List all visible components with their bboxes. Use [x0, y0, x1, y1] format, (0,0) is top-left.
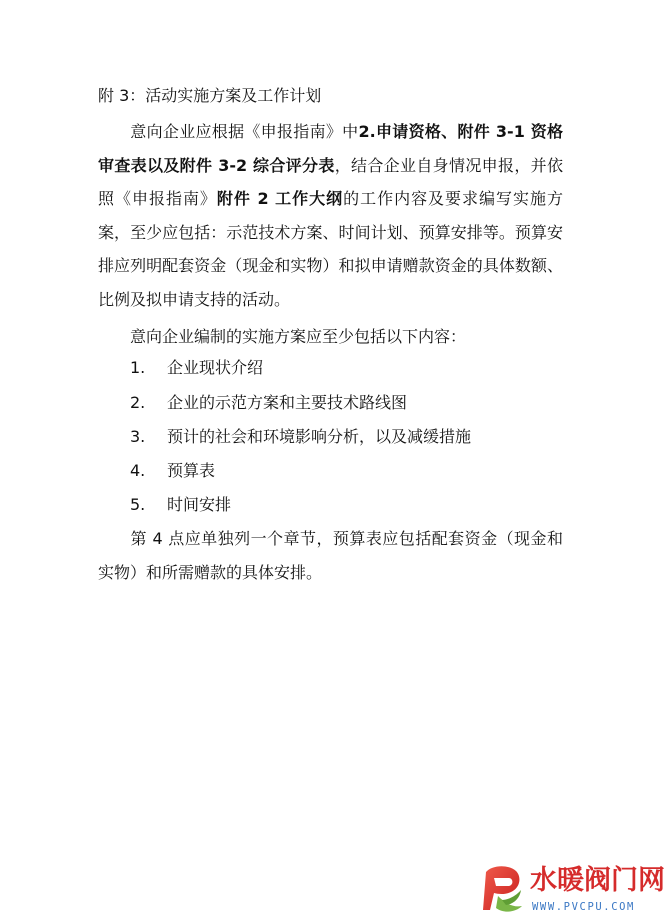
paragraph-text: ，结合企业自身情况申报，并依照《申报指南》	[98, 155, 563, 209]
list-number: 5.	[130, 495, 146, 514]
bold-text: 2.申请资格、附件 3-1 资格审查表以及附件 3-2 综合评分表	[98, 122, 563, 175]
paragraph-text: 意向企业编制的实施方案应至少包括以下内容：	[130, 327, 467, 346]
list-number: 1.	[130, 358, 146, 377]
attachment-heading: 附 3：活动实施方案及工作计划	[98, 86, 322, 105]
paragraph-contents-intro	[98, 320, 563, 354]
list-text: 企业的示范方案和主要技术路线图	[167, 393, 408, 412]
watermark-logo-icon	[478, 862, 524, 916]
site-watermark	[478, 862, 665, 920]
paragraph-budget-note	[98, 522, 563, 589]
list-item	[130, 493, 231, 517]
list-text: 企业现状介绍	[167, 358, 264, 377]
list-item	[130, 391, 407, 415]
watermark-url: WWW.PVCPU.COM	[532, 901, 635, 913]
list-text: 预计的社会和环境影响分析，以及减缓措施	[167, 427, 472, 446]
paragraph-text: 的工作内容及要求编写实施方案，至少应包括：示范技术方案、时间计划、预算安排等。预算安排应列明配套资金（现金和实物）和拟申请赠款资金的具体数额、比例及拟申请支持的活动。	[98, 189, 563, 309]
list-item	[130, 425, 471, 449]
paragraph-text: 意向企业应根据《申报指南》中	[130, 122, 359, 141]
list-number: 3.	[130, 427, 146, 446]
paragraph-text: 第 4 点应单独列一个章节，预算表应包括配套资金（现金和实物）和所需赠款的具体安排。	[98, 529, 563, 582]
list-number: 4.	[130, 461, 146, 480]
list-item	[130, 459, 215, 483]
list-item	[130, 356, 263, 380]
paragraph-requirements	[98, 115, 563, 317]
list-number: 2.	[130, 393, 146, 412]
list-text: 时间安排	[167, 495, 232, 514]
list-text: 预算表	[167, 461, 216, 480]
watermark-title: 水暖阀门网	[530, 865, 665, 896]
bold-text: 附件 2 工作大纲	[216, 189, 344, 209]
